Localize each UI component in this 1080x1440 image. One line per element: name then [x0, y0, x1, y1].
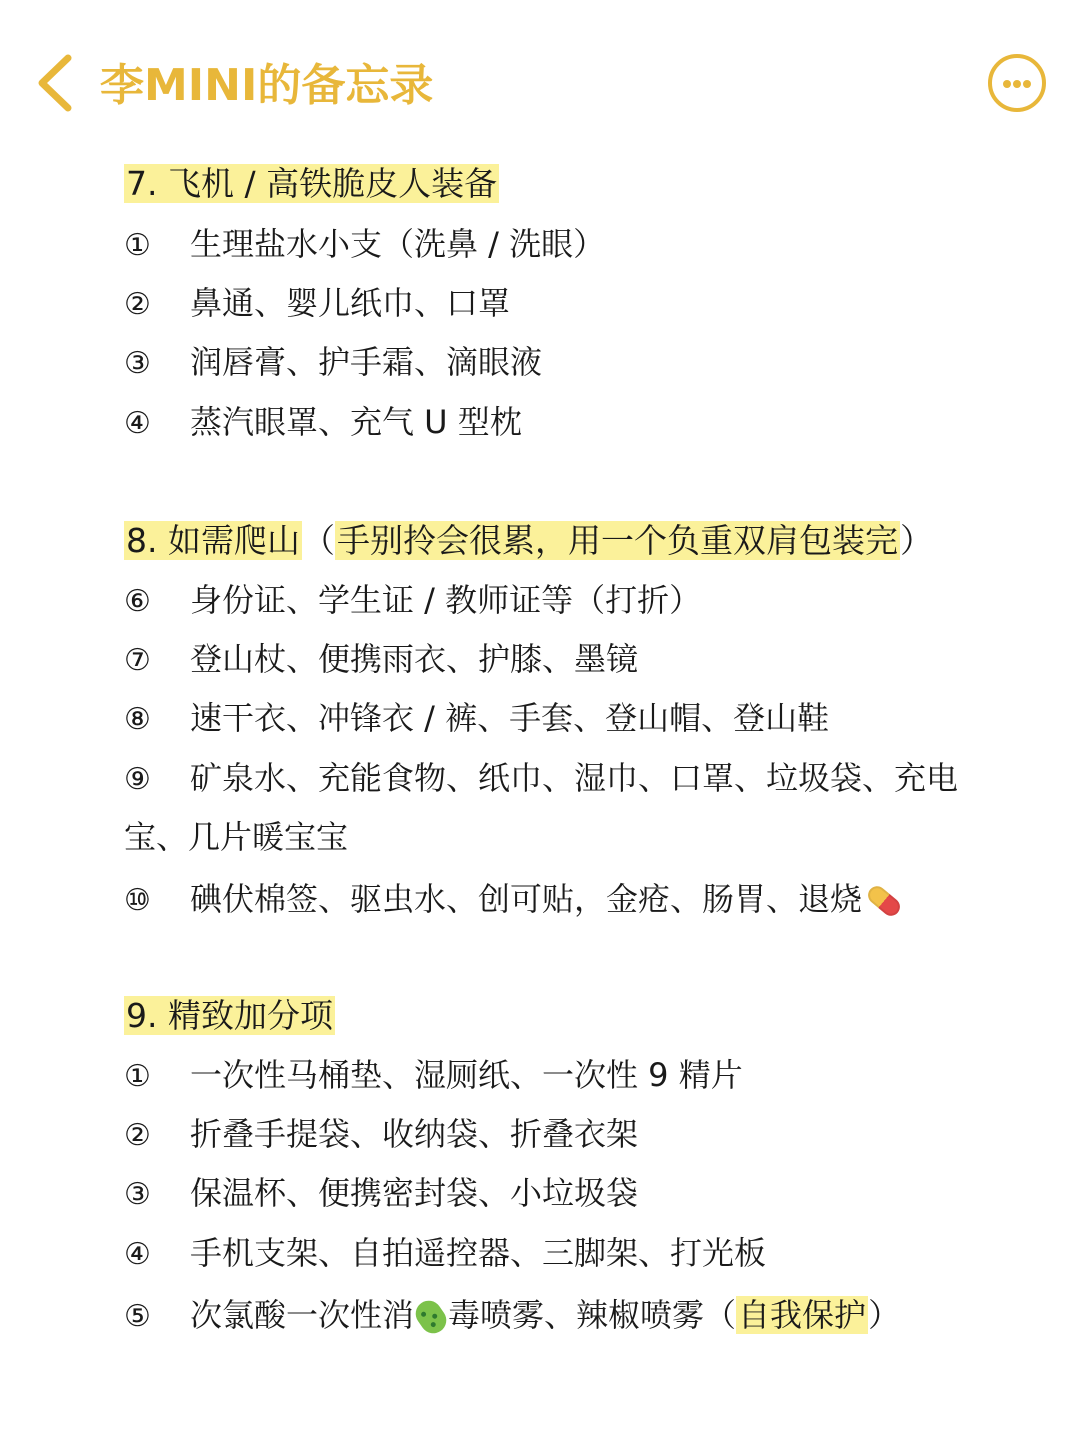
item-text: 身份证、学生证 / 教师证等（打折）: [190, 581, 702, 619]
item-text: 保温杯、便携密封袋、小垃圾袋: [190, 1174, 639, 1212]
item-text: 毒喷雾、辣椒喷雾: [448, 1296, 705, 1334]
item-text: 一次性马桶垫、湿厕纸、一次性 9 精片: [190, 1056, 743, 1094]
list-item: [124, 752, 958, 804]
chevron-left-icon: [32, 50, 80, 116]
item-number: ①: [124, 228, 151, 263]
heading-note-close: ）: [899, 521, 933, 560]
item-number: ②: [124, 1118, 151, 1153]
list-item: [124, 873, 902, 925]
back-button[interactable]: [32, 50, 80, 116]
item-number: ②: [124, 287, 151, 322]
item-text: 宝、几片暖宝宝: [124, 818, 349, 856]
section-heading-text: 7. 飞机 / 高铁脆皮人装备: [126, 164, 498, 203]
item-number: ③: [124, 346, 151, 381]
section-heading: [124, 158, 499, 210]
list-item: [124, 1108, 638, 1160]
microbe-emoji-icon: [411, 1296, 452, 1339]
heading-note-highlight: 手别拎会很累，用一个负重双肩包装完: [336, 521, 898, 560]
more-icon: [1003, 80, 1011, 88]
section-heading-text: 9. 精致加分项: [126, 996, 333, 1035]
page-title: 李MINI的备忘录: [100, 60, 434, 111]
more-options-button[interactable]: [988, 54, 1046, 112]
item-text: 碘伏棉签、驱虫水、创可贴，金疮、肠胃、退烧: [190, 880, 863, 918]
item-number: ①: [124, 1059, 151, 1094]
more-icon-dot: [1023, 80, 1031, 88]
item-text: 折叠手提袋、收纳袋、折叠衣架: [190, 1115, 639, 1153]
list-item: [124, 1289, 900, 1341]
list-item: [124, 1227, 766, 1279]
item-number: ④: [124, 1237, 151, 1272]
list-item: [124, 218, 605, 270]
item-number: ④: [124, 406, 151, 441]
item-text: 蒸汽眼罩、充气 U 型枕: [190, 403, 522, 441]
heading-note-open: （: [301, 521, 335, 560]
section-heading: [124, 515, 933, 567]
item-note-close: ）: [868, 1296, 901, 1334]
item-note-open: （: [704, 1296, 737, 1334]
list-item: [124, 336, 542, 388]
more-icon-dot: [1013, 80, 1021, 88]
section-heading-text: 8. 如需爬山: [126, 521, 300, 560]
item-number: ⑧: [124, 702, 151, 737]
list-item: [124, 633, 638, 685]
item-text: 矿泉水、充能食物、纸巾、湿巾、口罩、垃圾袋、充电: [190, 759, 959, 797]
list-item: [124, 1049, 743, 1101]
top-bar: [0, 0, 1080, 170]
item-number: ⑤: [124, 1299, 151, 1334]
item-text: 登山杖、便携雨衣、护膝、墨镜: [190, 640, 639, 678]
item-number: ⑨: [124, 762, 151, 797]
list-item: [124, 692, 829, 744]
item-text: 润唇膏、护手霜、滴眼液: [190, 343, 543, 381]
list-item: [124, 1167, 638, 1219]
pill-emoji-icon: [864, 883, 903, 920]
item-text: 手机支架、自拍遥控器、三脚架、打光板: [190, 1234, 767, 1272]
list-item: [124, 396, 522, 448]
item-number: ⑥: [124, 584, 151, 619]
item-text: 鼻通、婴儿纸巾、口罩: [190, 284, 511, 322]
item-number: ⑦: [124, 643, 151, 678]
item-note-highlight: 自我保护: [738, 1296, 867, 1334]
item-text: 生理盐水小支（洗鼻 / 洗眼）: [190, 225, 606, 263]
item-text: 速干衣、冲锋衣 / 裤、手套、登山帽、登山鞋: [190, 699, 830, 737]
item-number: ③: [124, 1177, 151, 1212]
list-item: [124, 574, 701, 626]
item-text: 次氯酸一次性消: [190, 1296, 415, 1334]
list-item-continuation: [124, 811, 348, 863]
item-number: ⑩: [124, 883, 151, 918]
section-heading: [124, 990, 335, 1042]
list-item: [124, 277, 510, 329]
